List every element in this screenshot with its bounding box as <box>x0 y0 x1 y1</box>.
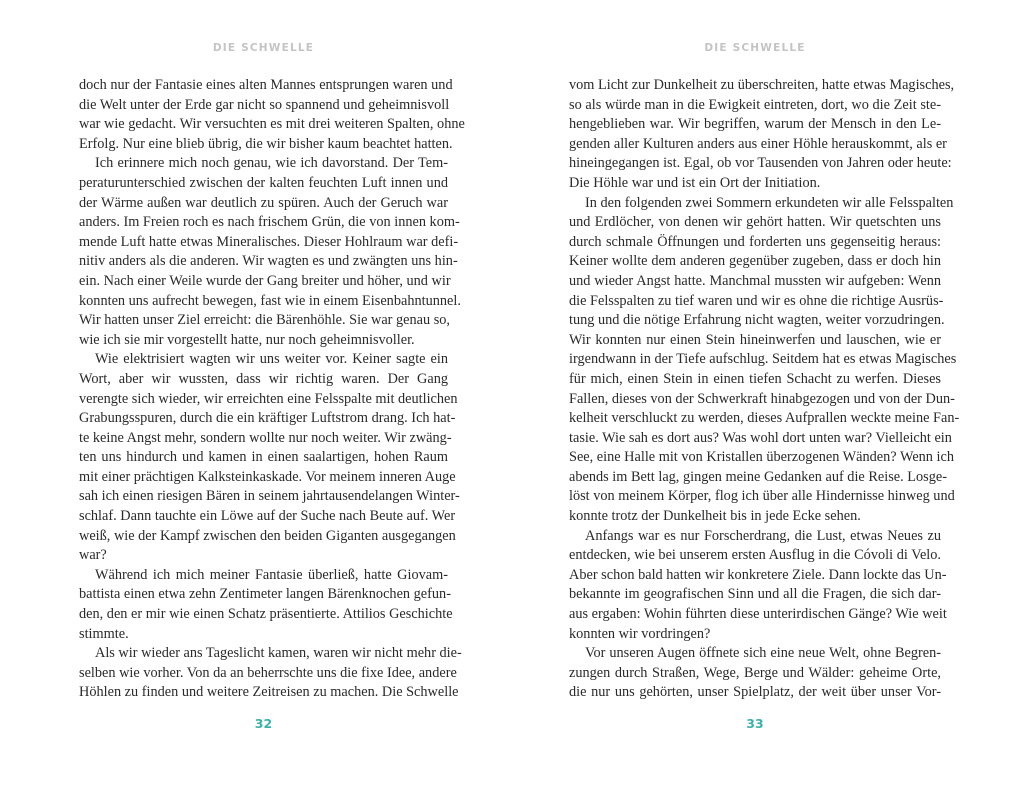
text-line: konnten uns aufrecht bewegen, fast wie in einem Eisenbahntunnel. <box>79 292 461 309</box>
text-line: bekannte im geografischen Sinn und all die Fragen, die sich dar- <box>569 586 941 603</box>
text-line: weiß, wie der Kampf zwischen den beiden Giganten ausgegangen <box>79 527 456 544</box>
text-line: die Felsspalten zu tief waren und wir es ohne die richtige Ausrüs- <box>569 292 944 309</box>
text-line: Wort, aber wir wussten, dass wir richtig waren. Der Gang <box>79 370 448 387</box>
text-line: genden aller Kulturen anders aus einer Höhle herauskommt, als er <box>569 135 947 152</box>
text-line: Grabungsspuren, durch die ein kräftiger Luftstrom drang. Ich hat- <box>79 410 456 427</box>
text-line: hengeblieben war. Wir begriffen, warum der Mensch in den Le- <box>569 116 941 133</box>
text-line: vom Licht zur Dunkelheit zu überschreiten, hatte etwas Magisches, <box>569 77 955 93</box>
text-line: den, den er mir wie einen Schatz präsentierte. Attilios Geschichte <box>79 606 453 623</box>
text-line: schlaf. Dann tauchte ein Löwe auf der Suche nach Beute auf. Wer <box>79 508 456 525</box>
text-line: hineingegangen ist. Egal, ob vor Tausenden von Jahren oder heute: <box>569 155 952 172</box>
text-line: Höhlen zu finden und weitere Zeitreisen zu machen. Die Schwelle <box>79 684 459 701</box>
text-line: Während ich mich meiner Fantasie überließ, hatte Giovam- <box>95 566 448 583</box>
right-page <box>569 0 960 788</box>
text-line: ein. Nach einer Weile wurde der Gang breiter und höher, und wir <box>79 272 451 289</box>
text-line: konnten wir vordringen? <box>569 625 711 642</box>
text-line: Vor unseren Augen öffnete sich eine neue Welt, ohne Begren- <box>585 645 941 662</box>
text-line: für mich, einen Stein in einen tiefen Schacht zu werfen. Dieses <box>569 370 941 387</box>
text-line: und wieder Angst hatte. Manchmal mussten wir aufgeben: Wenn <box>569 272 941 289</box>
text-line: die nur uns gehörten, unser Spielplatz, der weit über unser Vor- <box>569 684 941 701</box>
text-line: tung und die nötige Erfahrung nicht wagten, weiter vorzudringen. <box>569 312 945 329</box>
text-line: war wie gedacht. Wir versuchten es mit drei weiteren Spalten, ohne <box>79 116 465 133</box>
text-line: Erfolg. Nur eine blieb übrig, die wir bisher kaum beachtet hatten. <box>79 135 453 152</box>
text-line: stimmte. <box>79 625 129 642</box>
text-line: Wir konnten nur einen Stein hineinwerfen und lauschen, wie er <box>569 331 941 348</box>
text-line: battista einen etwa zehn Zentimeter langen Bärenknochen gefun- <box>79 586 451 603</box>
text-line: nitiv anders als die anderen. Wir wagten es und zwängten uns hin- <box>79 253 458 270</box>
text-line: In den folgenden zwei Sommern erkundeten wir alle Felsspalten <box>585 194 954 211</box>
body-text <box>569 76 960 703</box>
text-line: abends im Bett lag, gingen meine Gedanken auf die Reise. Losge- <box>569 468 947 485</box>
text-line: aus ergaben: Wohin führten diese unterirdischen Gänge? Wie weit <box>569 606 947 623</box>
text-line: Aber schon bald hatten wir konkretere Ziele. Dann lockte das Un- <box>569 566 947 583</box>
text-line: löst von meinem Körper, flog ich über alle Hindernisse hinweg und <box>569 488 955 505</box>
text-line: irgendwann in der Tiefe aufschlug. Seitdem hat es etwas Magisches <box>569 351 957 368</box>
text-line: die Welt unter der Erde gar nicht so spannend und geheimnisvoll <box>79 96 450 113</box>
text-line: so als würde man in die Ewigkeit eintreten, dort, wo die Zeit ste- <box>569 96 941 113</box>
text-line: war? <box>79 547 107 564</box>
left-page <box>79 0 465 788</box>
text-line: kelheit verschluckt zu werden, dieses Aufprallen weckte meine Fan- <box>569 410 960 427</box>
page-number: 33 <box>746 716 764 731</box>
text-line: durch schmale Öffnungen und forderten uns gegenseitig heraus: <box>569 233 941 250</box>
text-line: mit einer prächtigen Kalksteinkaskade. Vor meinem inneren Auge <box>79 468 456 485</box>
body-text <box>79 76 465 703</box>
text-line: entdecken, wie bei unserem ersten Ausflug in die Cóvoli di Velo. <box>569 547 941 564</box>
text-line: Anfangs war es nur Forscherdrang, die Lust, etwas Neues zu <box>585 527 941 544</box>
text-line: te keine Angst mehr, sondern wollte nur noch weiter. Wir zwäng- <box>79 429 452 446</box>
running-head: DIE SCHWELLE <box>704 42 806 54</box>
text-line: doch nur der Fantasie eines alten Mannes entsprungen waren und <box>79 77 453 93</box>
text-line: selben wie vorher. Von da an beherrschte uns die fixe Idee, andere <box>79 664 457 681</box>
text-line: ten uns hindurch und kamen in einen saalartigen, hohen Raum <box>79 449 448 466</box>
text-line: peraturunterschied zwischen der kalten feuchten Luft innen und <box>79 174 448 191</box>
text-line: Ich erinnere mich noch genau, wie ich davorstand. Der Tem- <box>95 155 448 172</box>
running-head: DIE SCHWELLE <box>212 42 315 54</box>
text-line: verengte sich wieder, wir erreichten eine Felsspalte mit deutlichen <box>79 390 458 407</box>
text-line: Wir hatten unser Ziel erreicht: die Bärenhöhle. Sie war genau so, <box>79 312 451 329</box>
text-line: und Erdlöcher, von denen wir gehört hatten. Wir quetschten uns <box>569 214 941 231</box>
text-line: Keiner wollte dem anderen gegenüber zugeben, dass er doch hin <box>569 253 941 270</box>
text-line: tasie. Wie sah es dort aus? Was wohl dort unten war? Vielleicht ein <box>569 429 952 446</box>
text-line: anders. Im Freien roch es nach frischem Grün, die von innen kom- <box>79 214 460 231</box>
text-line: wie ich sie mir vorgestellt hatte, nur noch geheimnisvoller. <box>79 331 415 348</box>
text-line: sah ich einen riesigen Bären in seinem jahrtausendelangen Winter- <box>79 488 460 505</box>
text-line: konnte trotz der Dunkelheit bis in jede Ecke sehen. <box>569 508 861 525</box>
text-line: der Wärme außen war deutlich zu spüren. Auch der Geruch war <box>79 194 448 211</box>
text-line: Als wir wieder ans Tageslicht kamen, waren wir nicht mehr die- <box>95 645 462 662</box>
text-line: zungen durch Straßen, Wege, Berge und Wälder: geheime Orte, <box>569 664 941 681</box>
text-line: See, eine Halle mit von Kristallen überzogenen Wänden? Wenn ich <box>569 449 954 466</box>
text-line: mende Luft hatte etwas Mineralisches. Dieser Hohlraum war defi- <box>79 233 459 250</box>
text-line: Fallen, dieses von der Schwerkraft hinabgezogen und von der Dun- <box>569 390 955 407</box>
text-line: Die Höhle war und ist ein Ort der Initiation. <box>569 174 821 191</box>
page-number: 32 <box>254 716 273 731</box>
text-line: Wie elektrisiert wagten wir uns weiter vor. Keiner sagte ein <box>95 351 448 368</box>
